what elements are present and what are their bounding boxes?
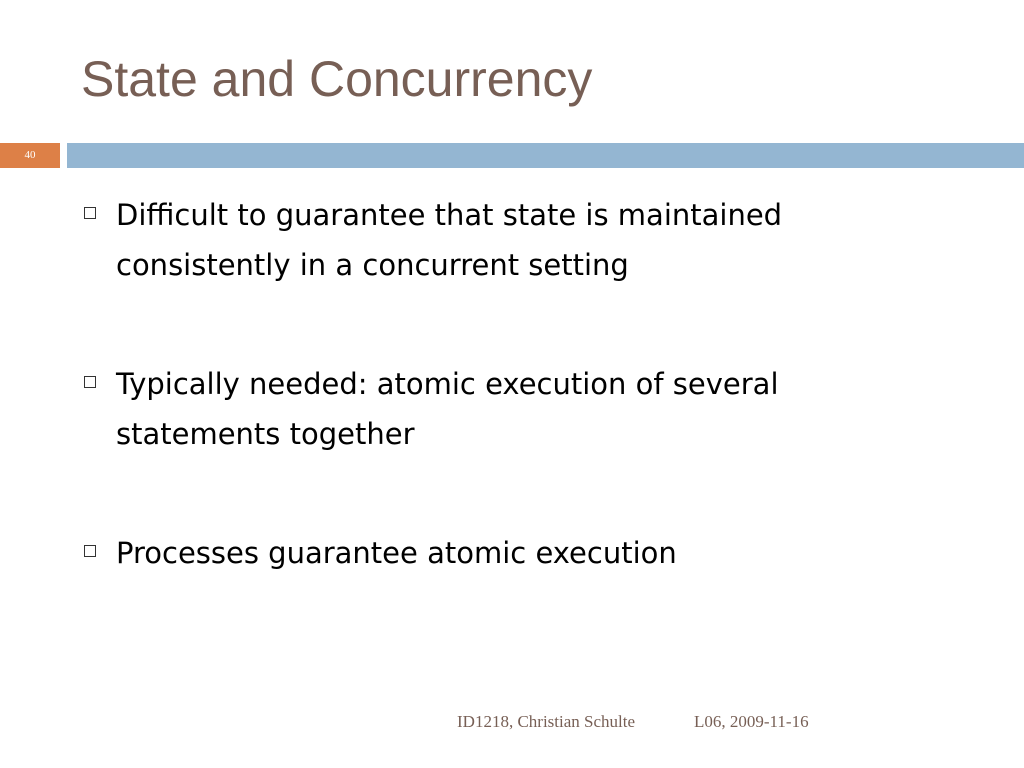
- footer-course-author: ID1218, Christian Schulte: [457, 712, 636, 731]
- bullet-item: [80, 359, 940, 459]
- bullet-text: Processes guarantee atomic execution: [116, 536, 677, 570]
- bullet-text: Difficult to guarantee that state is maintained consistently in a concurrent setting: [116, 198, 783, 282]
- bullet-item: [80, 190, 940, 290]
- bullet-text: Typically needed: atomic execution of several statements together: [116, 367, 779, 451]
- title-rule-bar: [67, 143, 1024, 168]
- footer-lecture-date: L06, 2009-11-16: [694, 712, 809, 731]
- hollow-square-bullet-icon: [84, 545, 96, 557]
- hollow-square-bullet-icon: [84, 207, 96, 219]
- bullet-list: [80, 190, 940, 578]
- slide-title: State and Concurrency: [81, 51, 593, 107]
- hollow-square-bullet-icon: [84, 376, 96, 388]
- slide-number: 40: [0, 143, 60, 168]
- bullet-item: [80, 528, 940, 578]
